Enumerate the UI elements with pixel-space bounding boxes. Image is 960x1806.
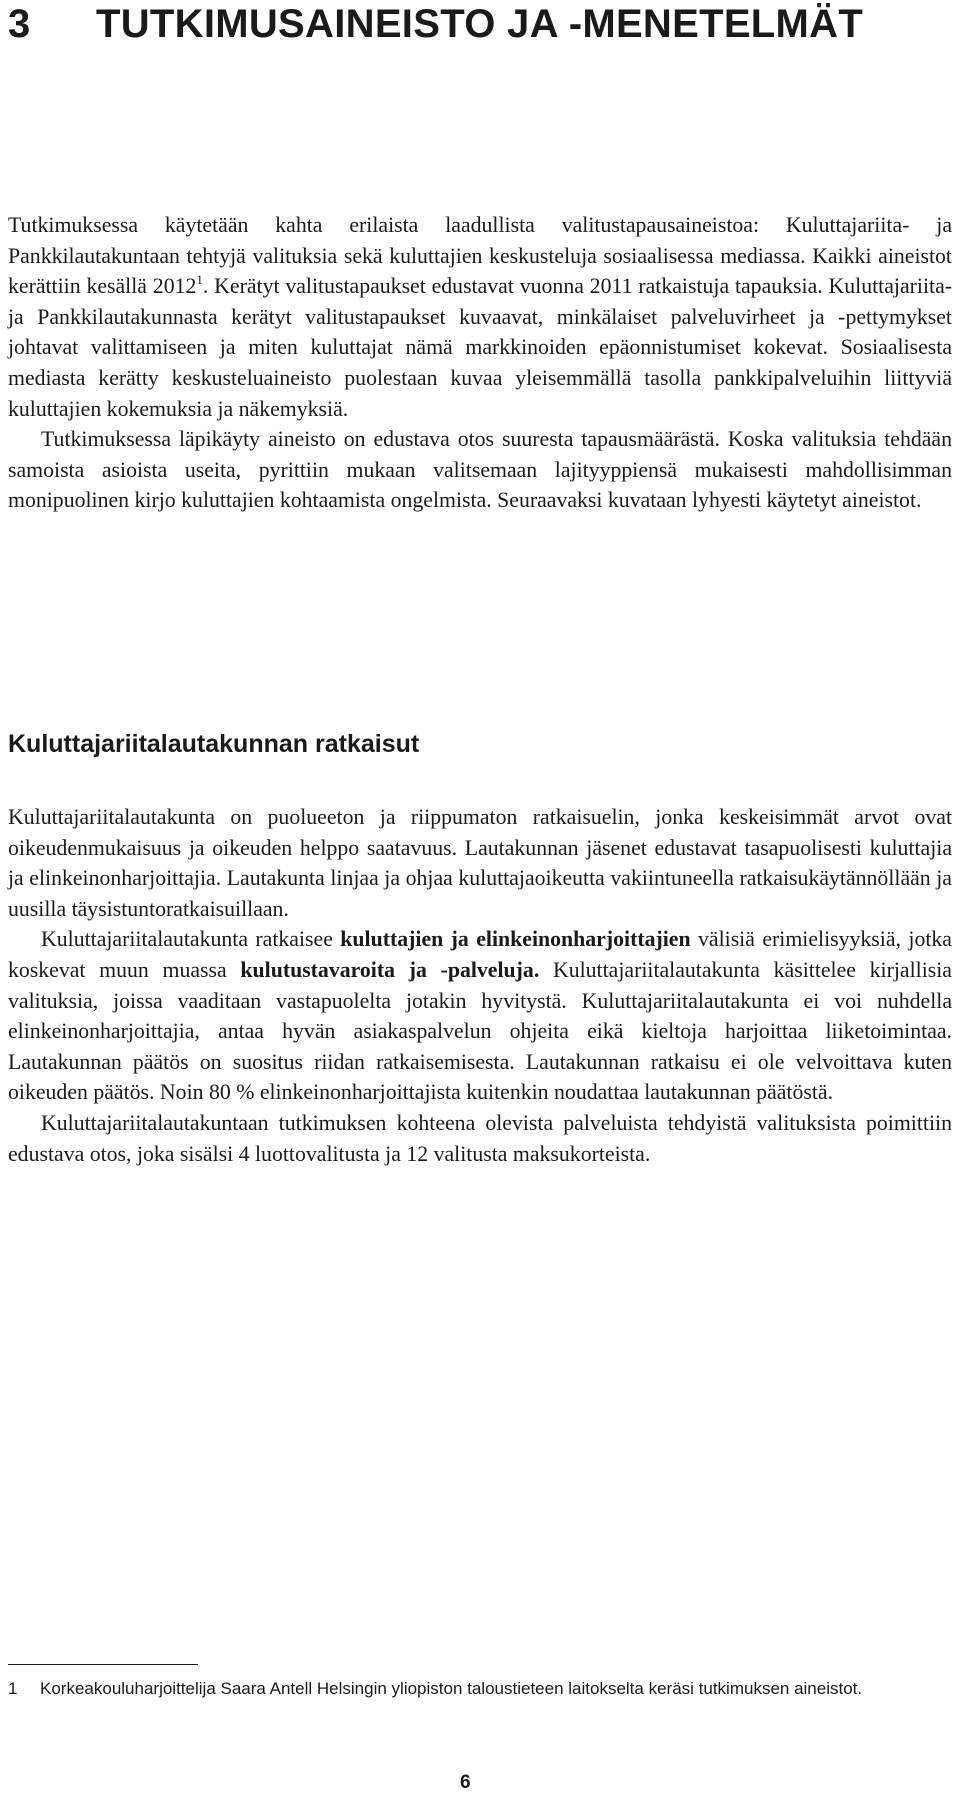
intro-paragraph-1-part-a: Tutkimuksessa käytetään kahta erilaista laadullista valitustapausaineistoa: Kuluttajariita- ja Pankkilautakuntaan tehtyjä valituksia sekä kuluttajien keskusteluja sosiaalisessa mediassa. Kaikki aineistot kerättiin kesällä 2012 (8, 213, 952, 299)
section-body (8, 802, 952, 1169)
section-paragraph-3: Kuluttajariitalautakuntaan tutkimuksen kohteena olevista palveluista tehdyistä valituksista poimittiin edustava otos, joka sisälsi 4 luottovalitusta ja 12 valitusta maksukorteista. (8, 1110, 952, 1166)
section-paragraph-2 (8, 924, 952, 1108)
footnote-reference: 1 (196, 272, 203, 288)
section-paragraph-2-bold-1: kuluttajien ja elinkeinonharjoittajien (340, 927, 691, 952)
footnote-text: Korkeakouluharjoittelija Saara Antell Helsingin yliopiston taloustieteen laitokselta keräsi tutkimuksen aineistot. (40, 1679, 863, 1698)
footnote-number: 1 (8, 1679, 18, 1698)
intro-paragraph-1 (8, 210, 952, 424)
section-heading: Kuluttajariitalautakunnan ratkaisut (8, 730, 420, 758)
chapter-number: 3 (8, 2, 31, 46)
intro-body (8, 210, 952, 516)
chapter-title-text: TUTKIMUSAINEISTO JA -MENETELMÄT (96, 2, 864, 46)
section-paragraph-2-part-c: Kuluttajariitalautakunta käsittelee kirjallisia valituksia, joissa vaaditaan vastapuolelta jotakin hyvitystä. Kuluttajariitalautakunta ei voi nuhdella elinkeinonharjoittajia, antaa hyvän asiakaspalvelun ohjeita eikä kieltoja harjoittaa liiketoimintaa. Lautakunnan päätös on suositus riidan ratkaisemisesta. Lautakunnan ratkaisu ei ole velvoittava kuten oikeuden päätös. Noin 80 % elinkeinonharjoittajista kuitenkin noudattaa lautakunnan päätöstä. (8, 957, 952, 1105)
section-paragraph-1: Kuluttajariitalautakunta on puolueeton ja riippumaton ratkaisuelin, jonka keskeisimmät arvot ovat oikeudenmukaisuus ja oikeuden helppo saatavuus. Lautakunnan jäsenet edustavat tasapuolisesti kuluttajia ja elinkeinonharjoittajia. Lautakunta linjaa ja ohjaa kuluttajaoikeutta vakiintuneella ratkaisukäytännöllään ja uusilla täysistuntoratkaisuillaan. (8, 805, 952, 921)
chapter-title (8, 0, 863, 48)
footnote-divider (8, 1664, 198, 1665)
section-paragraph-2-part-a: Kuluttajariitalautakunta ratkaisee (41, 927, 341, 952)
intro-paragraph-2: Tutkimuksessa läpikäyty aineisto on edustava otos suuresta tapausmäärästä. Koska valituksia tehdään samoista asioista useita, pyrittiin mukaan valitsemaan lajityyppiensä mukaisesti mahdollisimman monipuolinen kirjo kuluttajien kohtaamista ongelmista. Seuraavaksi kuvataan lyhyesti käytetyt aineistot. (8, 427, 952, 513)
section-paragraph-2-bold-2: kulutustavaroita ja -palveluja. (240, 957, 540, 982)
intro-paragraph-1-part-b: . Kerätyt valitustapaukset edustavat vuonna 2011 ratkaistuja tapauksia. Kuluttajariita- ja Pankkilautakunnasta kerätyt valitustapaukset kuvaavat, minkälaiset palveluvirheet ja -pettymykset johtavat valittamiseen ja miten kuluttajat nämä markkinoiden epäonnistumiset kokevat. Sosiaalisesta mediasta kerätty keskusteluaineisto puolestaan kuvaa yleisemmällä tasolla pankkipalveluihin liittyviä kuluttajien kokemuksia ja näkemyksiä. (8, 274, 952, 421)
section-paragraph-2-part-b: välisiä erimielisyyksiä, jotka koskevat muun muassa (8, 927, 952, 982)
page-number: 6 (460, 1772, 471, 1793)
footnote (8, 1677, 908, 1701)
